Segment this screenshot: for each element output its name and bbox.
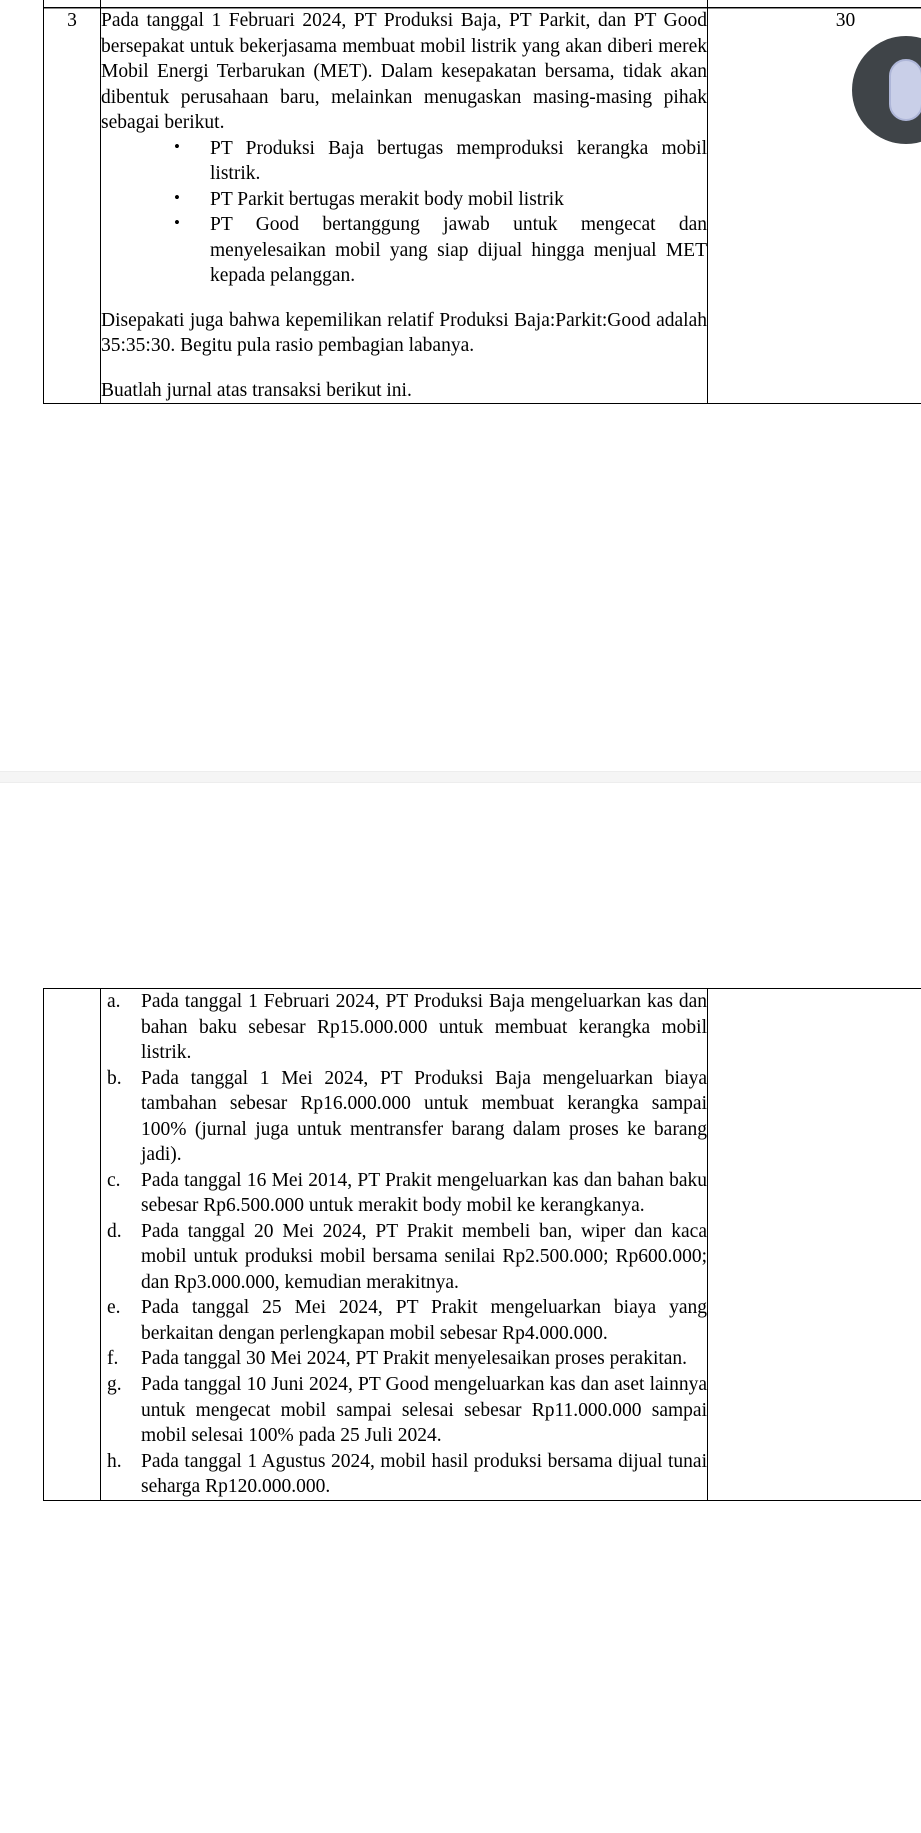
ownership-paragraph: Disepakati juga bahwa kepemilikan relatif Produksi Baja:Parkit:Good adalah 35:35:30. Begitu pula rasio pembagian labanya. <box>101 309 707 357</box>
question-table <box>43 7 921 404</box>
transactions-score-cell <box>708 989 921 1501</box>
list-item <box>101 989 707 1066</box>
item-text: Pada tanggal 20 Mei 2024, PT Prakit membeli ban, wiper dan kaca mobil untuk produksi mobil bersama senilai Rp2.500.000; Rp600.000; dan Rp3.000.000, kemudian merakitnya. <box>141 1220 707 1293</box>
transaction-letter-list <box>101 989 707 1500</box>
question-body-cell <box>101 8 708 404</box>
item-text: Pada tanggal 30 Mei 2024, PT Prakit menyelesaikan proses perakitan. <box>141 1348 688 1370</box>
item-text: Pada tanggal 10 Juni 2024, PT Good mengeluarkan kas dan aset lainnya untuk mengecat mobil sampai selesai sebesar Rp11.000.000 sampai mobil selesai 100% pada 25 Juli 2024. <box>141 1373 707 1447</box>
bullet-text: PT Good bertanggung jawab untuk mengecat dan menyelesaikan mobil yang siap dijual hingga menjual MET kepada pelanggan. <box>210 214 707 287</box>
list-item <box>174 212 707 289</box>
list-item <box>101 1066 707 1168</box>
transactions-number-cell <box>44 989 101 1501</box>
paragraph-spacer <box>101 359 707 378</box>
item-marker: d. <box>107 1220 122 1242</box>
transactions-body-cell <box>101 989 708 1501</box>
bullet-text: PT Produksi Baja bertugas memproduksi kerangka mobil listrik. <box>210 137 707 185</box>
list-item <box>101 1372 707 1449</box>
table-row <box>44 989 921 1501</box>
list-item <box>101 1346 707 1372</box>
question-number: 3 <box>67 10 77 31</box>
list-item <box>101 1449 707 1500</box>
table-row <box>44 8 921 404</box>
question-score: 30 <box>835 10 856 31</box>
list-item <box>101 1295 707 1346</box>
list-item <box>101 1168 707 1219</box>
transactions-table <box>43 988 921 1501</box>
item-text: Pada tanggal 16 Mei 2014, PT Prakit mengeluarkan kas dan bahan baku sebesar Rp6.500.000 untuk merakit body mobil ke kerangkanya. <box>141 1169 707 1217</box>
item-marker: e. <box>107 1297 121 1319</box>
item-text: Pada tanggal 1 Februari 2024, PT Produksi Baja mengeluarkan kas dan bahan baku sebesar Rp15.000.000 untuk membuat kerangka mobil listrik. <box>141 991 707 1064</box>
item-text: Pada tanggal 25 Mei 2024, PT Prakit mengeluarkan biaya yang berkaitan dengan perlengkapan mobil sebesar Rp4.000.000. <box>141 1297 707 1344</box>
question-number-cell <box>44 8 101 404</box>
item-marker: g. <box>107 1373 122 1395</box>
item-marker: b. <box>107 1067 122 1089</box>
list-item <box>101 1219 707 1296</box>
item-marker: a. <box>107 991 121 1012</box>
item-text: Pada tanggal 1 Mei 2024, PT Produksi Baja mengeluarkan biaya tambahan sebesar Rp16.000.000 untuk membuat kerangka sampai 100% (jurnal juga untuk mentransfer barang dalam proses ke barang jadi). <box>141 1067 707 1166</box>
item-marker: c. <box>107 1169 121 1191</box>
question-intro-paragraph: Pada tanggal 1 Februari 2024, PT Produksi Baja, PT Parkit, dan PT Good bersepakat untuk bekerjasama membuat mobil listrik yang akan diberi merek Mobil Energi Terbarukan (MET). Dalam kesepakatan bersama, tidak akan dibentuk perusahaan baru, melainkan menugaskan masing-masing pihak sebagai berikut. <box>101 10 707 134</box>
floating-action-button-icon <box>889 59 921 121</box>
bullet-text: PT Parkit bertugas merakit body mobil listrik <box>210 188 564 210</box>
paragraph-spacer <box>101 289 707 308</box>
list-item <box>174 136 707 187</box>
page-break-separator <box>0 771 921 783</box>
instruction-paragraph: Buatlah jurnal atas transaksi berikut ini. <box>101 379 412 401</box>
task-bullet-list <box>101 136 707 289</box>
item-marker: h. <box>107 1450 122 1472</box>
list-item <box>174 187 707 213</box>
item-text: Pada tanggal 1 Agustus 2024, mobil hasil produksi bersama dijual tunai seharga Rp120.000.000. <box>141 1450 707 1498</box>
item-marker: f. <box>107 1348 119 1370</box>
